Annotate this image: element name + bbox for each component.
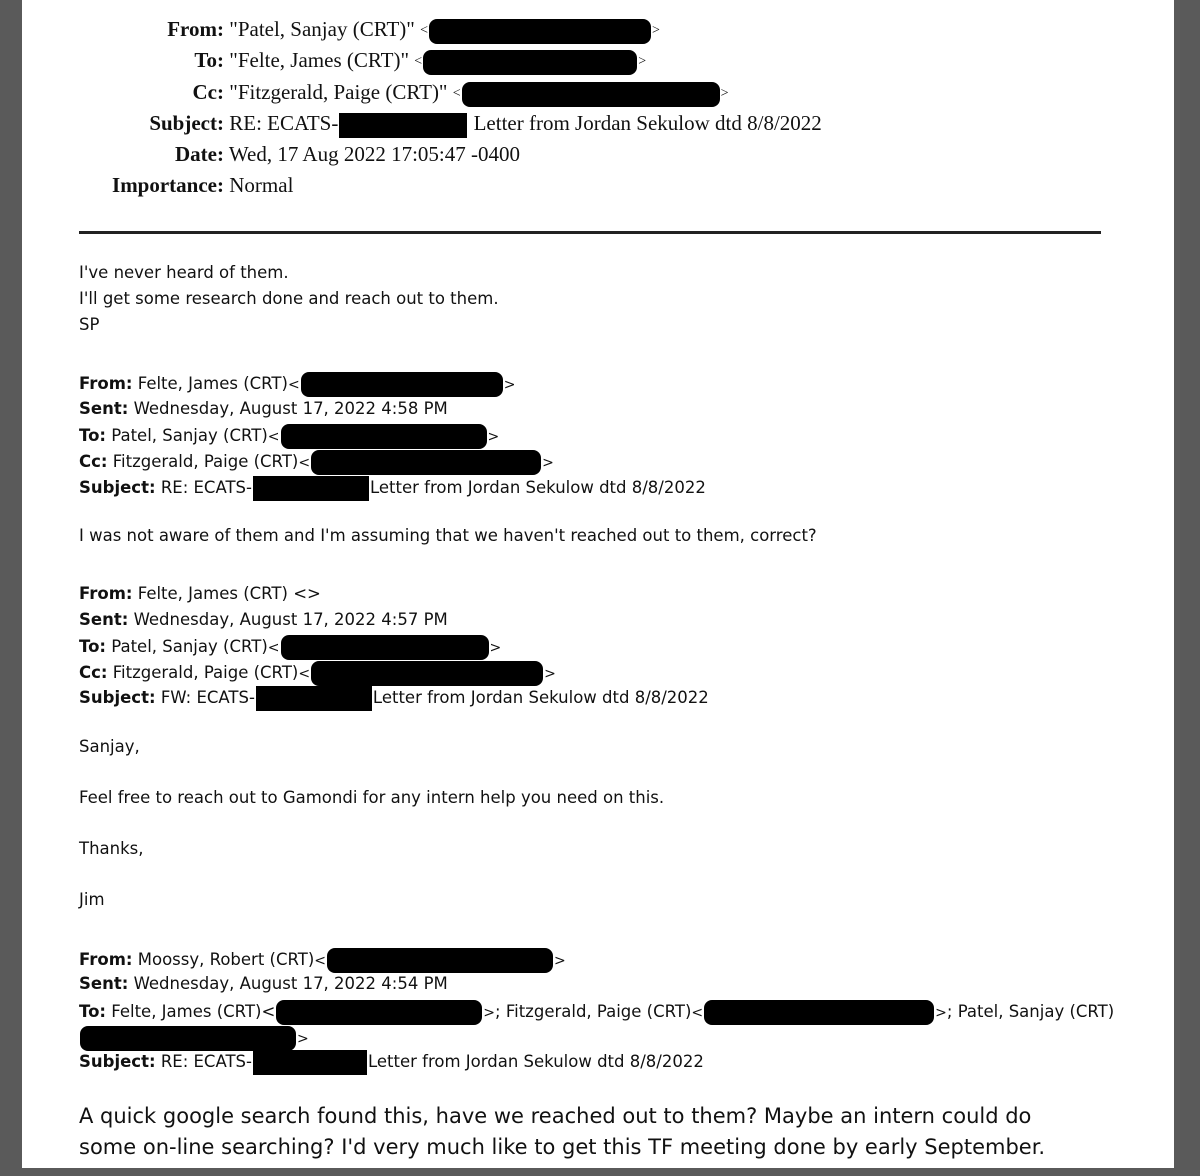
header-date: [22, 142, 520, 167]
redaction-close-icon: >: [720, 86, 729, 102]
msg1-to: [79, 424, 499, 449]
redaction-box: [327, 948, 553, 973]
header-importance-label: Importance:: [112, 173, 224, 197]
msg1-cc-label: Cc:: [79, 452, 108, 471]
header-subject-label: Subject:: [149, 111, 224, 135]
redaction-box: [281, 424, 487, 449]
msg2-from-label: From:: [79, 584, 133, 603]
msg1-subject-prefix: RE: ECATS-: [160, 478, 252, 497]
redaction-open-icon: <: [298, 665, 311, 682]
msg1-subject-rest: Letter from Jordan Sekulow dtd 8/8/2022: [369, 478, 706, 497]
msg2-subject-label: Subject:: [79, 688, 156, 707]
redaction-box: [462, 82, 720, 107]
body-line: SP: [79, 315, 100, 334]
header-importance: [22, 173, 293, 198]
redaction-box: [704, 1000, 934, 1025]
header-from: [22, 17, 660, 44]
redaction-box: [253, 476, 369, 501]
msg2-to-label: To:: [79, 637, 106, 656]
header-cc-value: "Fitzgerald, Paige (CRT)": [229, 80, 448, 104]
header-divider: [79, 231, 1101, 234]
msg3-body-line: some on-line searching? I'd very much like to get this TF meeting done by early September.: [79, 1135, 1046, 1159]
header-to-label: To:: [194, 48, 224, 72]
redaction-box: [276, 1000, 482, 1025]
redaction-close-icon: >: [542, 454, 554, 471]
msg3-subject: [79, 1050, 704, 1075]
msg1-from-value: Felte, James (CRT): [137, 374, 288, 393]
msg2-subject-prefix: FW: ECATS-: [160, 688, 255, 707]
msg3-from: [79, 948, 566, 973]
redaction-open-icon: <: [267, 428, 280, 445]
msg1-cc-value: Fitzgerald, Paige (CRT): [112, 452, 299, 471]
msg3-subject-prefix: RE: ECATS-: [160, 1052, 252, 1071]
msg3-sent-label: Sent:: [79, 974, 129, 993]
redaction-open-icon: <: [452, 86, 461, 102]
redaction-box: [301, 372, 503, 397]
msg1-from-label: From:: [79, 374, 133, 393]
msg1-to-label: To:: [79, 426, 106, 445]
msg2-body-line: Thanks,: [79, 839, 144, 858]
header-date-label: Date:: [175, 142, 224, 166]
msg2-sent-label: Sent:: [79, 610, 129, 629]
msg1-to-value: Patel, Sanjay (CRT): [111, 426, 268, 445]
header-subject-prefix: RE: ECATS-: [229, 111, 339, 135]
redaction-open-icon: <: [691, 1004, 704, 1021]
redaction-open-icon: <: [267, 639, 280, 656]
msg2-from: [79, 584, 321, 603]
msg2-cc: [79, 661, 556, 686]
redaction-box: [429, 19, 651, 44]
redaction-box: [339, 113, 467, 138]
redaction-box: [256, 686, 372, 711]
msg3-body-line: A quick google search found this, have we reached out to them? Maybe an intern could do: [79, 1104, 1032, 1128]
msg2-cc-label: Cc:: [79, 663, 108, 682]
msg3-subject-rest: Letter from Jordan Sekulow dtd 8/8/2022: [367, 1052, 704, 1071]
redaction-box: [311, 450, 541, 475]
redaction-close-icon: >: [554, 952, 566, 969]
msg2-to-value: Patel, Sanjay (CRT): [111, 637, 268, 656]
msg3-sent: [79, 974, 448, 993]
redaction-open-icon: <: [414, 54, 423, 70]
msg2-sent-value: Wednesday, August 17, 2022 4:57 PM: [133, 610, 448, 629]
msg2-body-line: Sanjay,: [79, 737, 140, 756]
msg3-to-value-1: Felte, James (CRT)<: [111, 1002, 276, 1021]
msg1-sent: [79, 399, 448, 418]
msg3-to-value-3: ; Patel, Sanjay (CRT): [946, 1002, 1115, 1021]
msg2-subject-rest: Letter from Jordan Sekulow dtd 8/8/2022: [372, 688, 709, 707]
redaction-close-icon: >: [489, 639, 502, 656]
redaction-box: [80, 1026, 296, 1051]
redaction-box: [253, 1050, 367, 1075]
msg2-from-value: Felte, James (CRT) <>: [137, 584, 321, 603]
redaction-close-icon: >: [503, 376, 516, 393]
msg2-sent: [79, 610, 448, 629]
msg3-to-label: To:: [79, 1002, 106, 1021]
msg3-to: [79, 1000, 1114, 1025]
redaction-open-icon: <: [287, 376, 300, 393]
redaction-open-icon: <: [314, 952, 327, 969]
header-date-value: Wed, 17 Aug 2022 17:05:47 -0400: [228, 142, 521, 166]
msg3-to-cont: [79, 1026, 309, 1051]
redaction-box: [311, 661, 543, 686]
msg3-subject-label: Subject:: [79, 1052, 156, 1071]
msg1-sent-value: Wednesday, August 17, 2022 4:58 PM: [133, 399, 448, 418]
msg1-subject: [79, 476, 706, 501]
body-line: I'll get some research done and reach out to them.: [79, 289, 499, 308]
msg1-sent-label: Sent:: [79, 399, 129, 418]
header-to-value: "Felte, James (CRT)": [229, 48, 410, 72]
redaction-close-icon: >: [638, 54, 647, 70]
msg2-to: [79, 635, 501, 660]
msg2-subject: [79, 686, 709, 711]
header-subject-rest: Letter from Jordan Sekulow dtd 8/8/2022: [473, 111, 822, 135]
redaction-box: [423, 50, 637, 75]
redaction-close-icon: >: [487, 428, 500, 445]
redaction-open-icon: <: [298, 454, 311, 471]
redaction-close-icon: >: [652, 23, 660, 39]
header-from-value: "Patel, Sanjay (CRT)": [229, 17, 415, 41]
header-cc: [22, 80, 729, 107]
redaction-close-icon: >: [297, 1030, 309, 1047]
redaction-close-icon: >: [935, 1004, 947, 1021]
header-cc-label: Cc:: [192, 80, 224, 104]
body-line: I've never heard of them.: [79, 263, 289, 282]
msg3-from-label: From:: [79, 950, 133, 969]
msg1-body: I was not aware of them and I'm assuming that we haven't reached out to them, correct?: [79, 526, 817, 545]
msg3-sent-value: Wednesday, August 17, 2022 4:54 PM: [133, 974, 448, 993]
msg1-cc: [79, 450, 554, 475]
msg2-body-line: Jim: [79, 890, 105, 909]
msg2-body-line: Feel free to reach out to Gamondi for any intern help you need on this.: [79, 788, 665, 807]
redaction-close-icon: >: [483, 1004, 496, 1021]
header-importance-value: Normal: [229, 173, 294, 197]
document-page: [22, 0, 1174, 1168]
msg1-subject-label: Subject:: [79, 478, 156, 497]
header-to: [22, 48, 646, 75]
header-subject: [22, 111, 822, 138]
msg3-to-value-2: ; Fitzgerald, Paige (CRT): [495, 1002, 692, 1021]
msg2-cc-value: Fitzgerald, Paige (CRT): [112, 663, 299, 682]
msg1-from: [79, 372, 515, 397]
header-from-label: From:: [167, 17, 224, 41]
msg3-from-value: Moossy, Robert (CRT): [137, 950, 315, 969]
redaction-open-icon: <: [420, 23, 429, 39]
redaction-close-icon: >: [544, 665, 556, 682]
redaction-box: [281, 635, 489, 660]
